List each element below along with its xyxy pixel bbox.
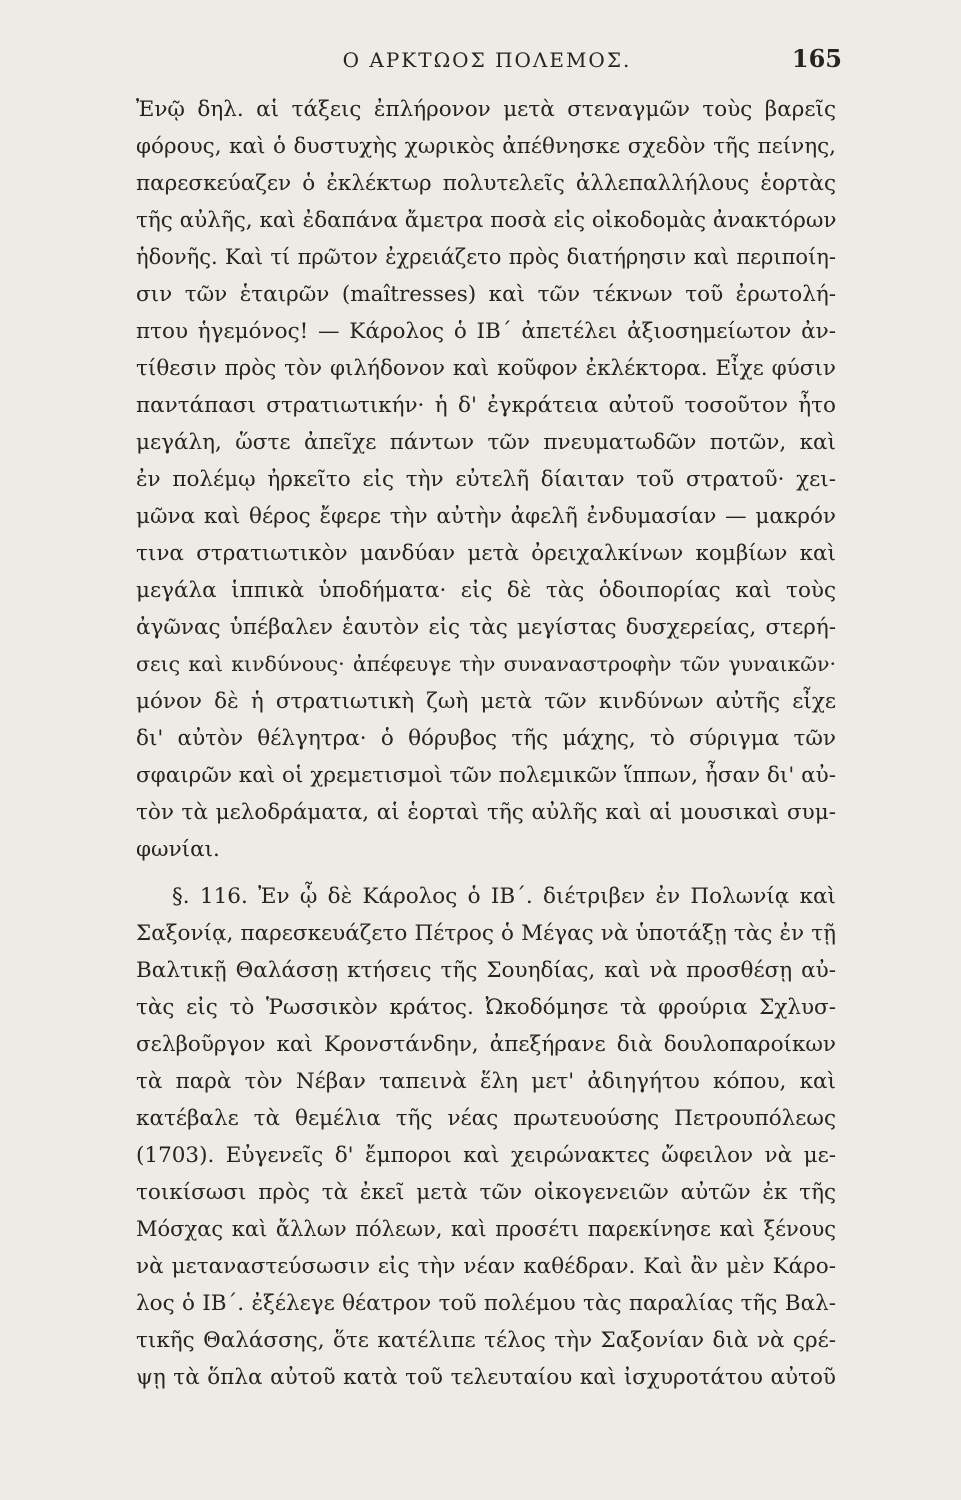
text-line: φωνίαι. <box>136 837 220 862</box>
text-line: τῆς αὐλῆς, καὶ ἐδαπάνα ἄμετρα ποσὰ εἰς οἰκοδομὰς ἀνακτόρων <box>136 208 836 233</box>
text-line: παντάπασι στρατιωτικήν· ἡ δ' ἐγκράτεια αὐτοῦ τοσοῦτον ἦτο <box>136 393 836 418</box>
text-line: Βαλτικῇ Θαλάσσῃ κτήσεις τῆς Σουηδίας, καὶ νὰ προσθέσῃ αὐ- <box>136 958 836 983</box>
text-line: Μόσχας καὶ ἄλλων πόλεων, καὶ προσέτι παρεκίνησε καὶ ξένους <box>136 1217 836 1241</box>
text-line: σελβοῦργον καὶ Κρονστάνδην, ἀπεξήρανε διὰ δουλοπαροίκων <box>136 1032 836 1057</box>
text-line: σφαιρῶν καὶ οἱ χρεμετισμοὶ τῶν πολεμικῶν ἵππων, ἦσαν δι' αὐ- <box>136 763 836 788</box>
text-line: σεις καὶ κινδύνους· ἀπέφευγε τὴν συναναστροφὴν τῶν γυναικῶν· <box>136 652 836 676</box>
text-line: νὰ μεταναστεύσωσιν εἰς τὴν νέαν καθέδραν. Καὶ ἂν μὲν Κάρο- <box>136 1254 836 1279</box>
paragraph-1 <box>136 91 836 868</box>
text-line: σιν τῶν ἑταιρῶν (maîtresses) καὶ τῶν τέκνων τοῦ ἐρωτολή- <box>136 282 836 307</box>
text-line: ἀγῶνας ὑπέβαλεν ἑαυτὸν εἰς τὰς μεγίστας δυσχερείας, στερή- <box>136 615 836 640</box>
text-line: μεγάλη, ὥστε ἀπεῖχε πάντων τῶν πνευματωδῶν ποτῶν, καὶ <box>136 430 836 455</box>
running-title: Ο ΑΡΚΤΩΟΣ ΠΟΛΕΜΟΣ. <box>342 48 632 72</box>
text-line: παρεσκεύαζεν ὁ ἐκλέκτωρ πολυτελεῖς ἀλλεπαλλήλους ἑορτὰς <box>136 171 836 196</box>
text-line: Σαξονίᾳ, παρεσκευάζετο Πέτρος ὁ Μέγας νὰ ὑποτάξῃ τὰς ἐν τῇ <box>136 921 836 946</box>
running-head <box>140 42 842 76</box>
text-line: λος ὁ ΙΒ΄. ἐξέλεγε θέατρον τοῦ πολέμου τὰς παραλίας τῆς Βαλ- <box>136 1291 836 1316</box>
text-line: κατέβαλε τὰ θεμέλια τῆς νέας πρωτευούσης Πετρουπόλεως <box>136 1106 836 1131</box>
paragraph-gap <box>136 868 836 878</box>
text-line: φόρους, καὶ ὁ δυστυχὴς χωρικὸς ἀπέθνησκε σχεδὸν τῆς πείνης, <box>136 134 836 159</box>
text-line: πτου ἡγεμόνος! — Κάρολος ὁ ΙΒ΄ ἀπετέλει ἀξιοσημείωτον ἀν- <box>136 319 836 344</box>
text-line: δι' αὐτὸν θέλγητρα· ὁ θόρυβος τῆς μάχης, τὸ σύριγμα τῶν <box>136 726 836 751</box>
section-heading-line: §. 116. Ἐν ᾧ δὲ Κάρολος ὁ ΙΒ΄. διέτριβεν ἐν Πολωνίᾳ καὶ <box>172 884 836 909</box>
text-line: Ἐνῷ δηλ. αἱ τάξεις ἐπλήρονον μετὰ στεναγμῶν τοὺς βαρεῖς <box>136 97 836 122</box>
text-line: μόνον δὲ ἡ στρατιωτικὴ ζωὴ μετὰ τῶν κινδύνων αὐτῆς εἶχε <box>136 689 836 714</box>
text-line: τινα στρατιωτικὸν μανδύαν μετὰ ὀρειχαλκίνων κομβίων καὶ <box>136 541 836 566</box>
text-line: μῶνα καὶ θέρος ἔφερε τὴν αὐτὴν ἀφελῆ ἐνδυμασίαν — μακρόν <box>136 504 836 529</box>
text-line: τοικίσωσι πρὸς τὰ ἐκεῖ μετὰ τῶν οἰκογενειῶν αὐτῶν ἐκ τῆς <box>136 1180 836 1205</box>
text-line: τὰς εἰς τὸ Ῥωσσικὸν κράτος. Ὠκοδόμησε τὰ φρούρια Σχλυσ- <box>136 995 836 1020</box>
text-line: τὰ παρὰ τὸν Νέβαν ταπεινὰ ἕλη μετ' ἀδιηγήτου κόπου, καὶ <box>136 1069 836 1094</box>
text-line: ἐν πολέμῳ ἠρκεῖτο εἰς τὴν εὐτελῆ δίαιταν τοῦ στρατοῦ· χει- <box>136 467 836 492</box>
paragraph-2 <box>136 878 836 1396</box>
page-number: 165 <box>791 44 842 73</box>
body-text <box>136 91 836 1396</box>
text-line: τικῆς Θαλάσσης, ὅτε κατέλιπε τέλος τὴν Σαξονίαν διὰ νὰ ςρέ- <box>136 1328 836 1353</box>
text-line: ψῃ τὰ ὅπλα αὐτοῦ κατὰ τοῦ τελευταίου καὶ ἰσχυροτάτου αὐτοῦ <box>136 1365 836 1390</box>
text-line: ἡδονῆς. Καὶ τί πρῶτον ἐχρειάζετο πρὸς διατήρησιν καὶ περιποίη- <box>136 245 836 269</box>
text-line: μεγάλα ἱππικὰ ὑποδήματα· εἰς δὲ τὰς ὁδοιπορίας καὶ τοὺς <box>136 578 836 603</box>
text-line: (1703). Εὐγενεῖς δ' ἔμποροι καὶ χειρώνακτες ὤφειλον νὰ με- <box>136 1143 836 1168</box>
text-line: τίθεσιν πρὸς τὸν φιλήδονον καὶ κοῦφον ἐκλέκτορα. Εἶχε φύσιν <box>136 356 836 381</box>
text-line: τὸν τὰ μελοδράματα, αἱ ἑορταὶ τῆς αὐλῆς καὶ αἱ μουσικαὶ συμ- <box>136 800 836 825</box>
